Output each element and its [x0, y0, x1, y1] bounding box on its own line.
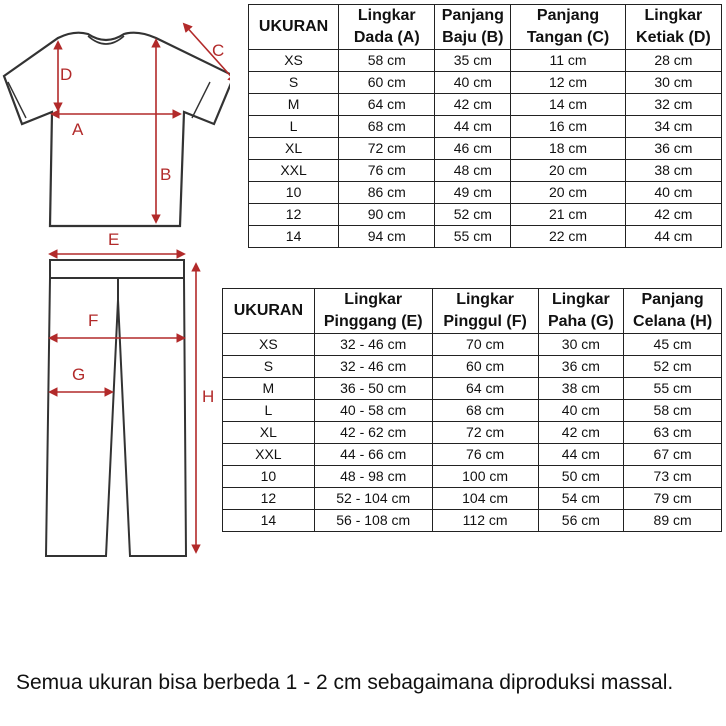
- size-cell: M: [223, 378, 315, 400]
- value-cell: 76 cm: [432, 444, 538, 466]
- value-cell: 86 cm: [339, 182, 435, 204]
- value-cell: 49 cm: [435, 182, 511, 204]
- table-row: [249, 182, 722, 204]
- size-cell: L: [249, 116, 339, 138]
- table-row: [249, 226, 722, 248]
- label-d: D: [60, 65, 73, 84]
- value-cell: 79 cm: [624, 488, 722, 510]
- value-cell: 42 - 62 cm: [314, 422, 432, 444]
- value-cell: 54 cm: [538, 488, 624, 510]
- size-cell: S: [249, 72, 339, 94]
- value-cell: 40 - 58 cm: [314, 400, 432, 422]
- header-shirt-length: Panjang Baju (B): [435, 5, 511, 50]
- value-cell: 21 cm: [511, 204, 625, 226]
- value-cell: 18 cm: [511, 138, 625, 160]
- value-cell: 76 cm: [339, 160, 435, 182]
- size-cell: L: [223, 400, 315, 422]
- label-e: E: [108, 230, 120, 249]
- value-cell: 46 cm: [435, 138, 511, 160]
- value-cell: 58 cm: [624, 400, 722, 422]
- value-cell: 72 cm: [339, 138, 435, 160]
- table-row: [249, 160, 722, 182]
- table-header-row: [249, 5, 722, 50]
- header-hip: Lingkar Pinggul (F): [432, 289, 538, 334]
- value-cell: 67 cm: [624, 444, 722, 466]
- size-cell: XS: [249, 50, 339, 72]
- pants-size-table: [222, 288, 722, 532]
- value-cell: 104 cm: [432, 488, 538, 510]
- value-cell: 48 - 98 cm: [314, 466, 432, 488]
- size-disclaimer: Semua ukuran bisa berbeda 1 - 2 cm sebagaimana diproduksi massal.: [16, 671, 674, 694]
- table-row: [249, 94, 722, 116]
- value-cell: 72 cm: [432, 422, 538, 444]
- value-cell: 30 cm: [538, 334, 624, 356]
- size-cell: 12: [249, 204, 339, 226]
- size-cell: 14: [249, 226, 339, 248]
- header-sleeve-length: Panjang Tangan (C): [511, 5, 625, 50]
- table-row: [223, 510, 722, 532]
- value-cell: 73 cm: [624, 466, 722, 488]
- value-cell: 40 cm: [625, 182, 721, 204]
- size-cell: XS: [223, 334, 315, 356]
- value-cell: 58 cm: [339, 50, 435, 72]
- value-cell: 14 cm: [511, 94, 625, 116]
- value-cell: 36 - 50 cm: [314, 378, 432, 400]
- size-cell: 10: [249, 182, 339, 204]
- shirt-size-table: [248, 4, 722, 248]
- size-cell: 10: [223, 466, 315, 488]
- value-cell: 70 cm: [432, 334, 538, 356]
- header-thigh: Lingkar Paha (G): [538, 289, 624, 334]
- value-cell: 56 - 108 cm: [314, 510, 432, 532]
- value-cell: 55 cm: [435, 226, 511, 248]
- value-cell: 20 cm: [511, 182, 625, 204]
- value-cell: 52 - 104 cm: [314, 488, 432, 510]
- header-chest: Lingkar Dada (A): [339, 5, 435, 50]
- value-cell: 30 cm: [625, 72, 721, 94]
- size-cell: S: [223, 356, 315, 378]
- table-row: [223, 488, 722, 510]
- value-cell: 28 cm: [625, 50, 721, 72]
- value-cell: 44 cm: [625, 226, 721, 248]
- tshirt-outline: [4, 33, 230, 226]
- garment-illustration: [0, 0, 230, 570]
- label-g: G: [72, 365, 86, 384]
- size-cell: XL: [223, 422, 315, 444]
- value-cell: 40 cm: [435, 72, 511, 94]
- label-c: C: [212, 41, 225, 60]
- size-cell: 12: [223, 488, 315, 510]
- header-pants-length: Panjang Celana (H): [624, 289, 722, 334]
- value-cell: 50 cm: [538, 466, 624, 488]
- header-size: UKURAN: [223, 289, 315, 334]
- header-waist: Lingkar Pinggang (E): [314, 289, 432, 334]
- value-cell: 64 cm: [432, 378, 538, 400]
- label-h: H: [202, 387, 215, 406]
- measurement-diagram: [0, 0, 230, 570]
- table-row: [223, 378, 722, 400]
- value-cell: 68 cm: [339, 116, 435, 138]
- size-cell: XL: [249, 138, 339, 160]
- value-cell: 20 cm: [511, 160, 625, 182]
- value-cell: 44 - 66 cm: [314, 444, 432, 466]
- value-cell: 112 cm: [432, 510, 538, 532]
- value-cell: 42 cm: [538, 422, 624, 444]
- value-cell: 38 cm: [538, 378, 624, 400]
- value-cell: 55 cm: [624, 378, 722, 400]
- value-cell: 45 cm: [624, 334, 722, 356]
- table-row: [249, 116, 722, 138]
- table-row: [249, 138, 722, 160]
- value-cell: 40 cm: [538, 400, 624, 422]
- table-row: [223, 356, 722, 378]
- value-cell: 32 cm: [625, 94, 721, 116]
- table-row: [223, 400, 722, 422]
- header-size: UKURAN: [249, 5, 339, 50]
- size-cell: XXL: [249, 160, 339, 182]
- value-cell: 90 cm: [339, 204, 435, 226]
- value-cell: 32 - 46 cm: [314, 356, 432, 378]
- value-cell: 16 cm: [511, 116, 625, 138]
- value-cell: 48 cm: [435, 160, 511, 182]
- value-cell: 32 - 46 cm: [314, 334, 432, 356]
- value-cell: 60 cm: [432, 356, 538, 378]
- size-cell: 14: [223, 510, 315, 532]
- label-b: B: [160, 165, 172, 184]
- pants-outline: [46, 260, 186, 556]
- value-cell: 42 cm: [435, 94, 511, 116]
- value-cell: 64 cm: [339, 94, 435, 116]
- size-cell: XXL: [223, 444, 315, 466]
- value-cell: 35 cm: [435, 50, 511, 72]
- table-row: [249, 50, 722, 72]
- value-cell: 60 cm: [339, 72, 435, 94]
- value-cell: 38 cm: [625, 160, 721, 182]
- value-cell: 63 cm: [624, 422, 722, 444]
- value-cell: 44 cm: [435, 116, 511, 138]
- value-cell: 56 cm: [538, 510, 624, 532]
- table-row: [223, 466, 722, 488]
- value-cell: 36 cm: [625, 138, 721, 160]
- table-row: [249, 72, 722, 94]
- value-cell: 11 cm: [511, 50, 625, 72]
- value-cell: 94 cm: [339, 226, 435, 248]
- table-header-row: [223, 289, 722, 334]
- value-cell: 68 cm: [432, 400, 538, 422]
- value-cell: 36 cm: [538, 356, 624, 378]
- value-cell: 22 cm: [511, 226, 625, 248]
- size-cell: M: [249, 94, 339, 116]
- label-a: A: [72, 120, 84, 139]
- table-row: [223, 334, 722, 356]
- label-f: F: [88, 311, 99, 330]
- header-armpit: Lingkar Ketiak (D): [625, 5, 721, 50]
- value-cell: 12 cm: [511, 72, 625, 94]
- value-cell: 42 cm: [625, 204, 721, 226]
- table-row: [223, 422, 722, 444]
- table-row: [223, 444, 722, 466]
- value-cell: 52 cm: [624, 356, 722, 378]
- value-cell: 34 cm: [625, 116, 721, 138]
- value-cell: 89 cm: [624, 510, 722, 532]
- value-cell: 44 cm: [538, 444, 624, 466]
- table-row: [249, 204, 722, 226]
- value-cell: 52 cm: [435, 204, 511, 226]
- value-cell: 100 cm: [432, 466, 538, 488]
